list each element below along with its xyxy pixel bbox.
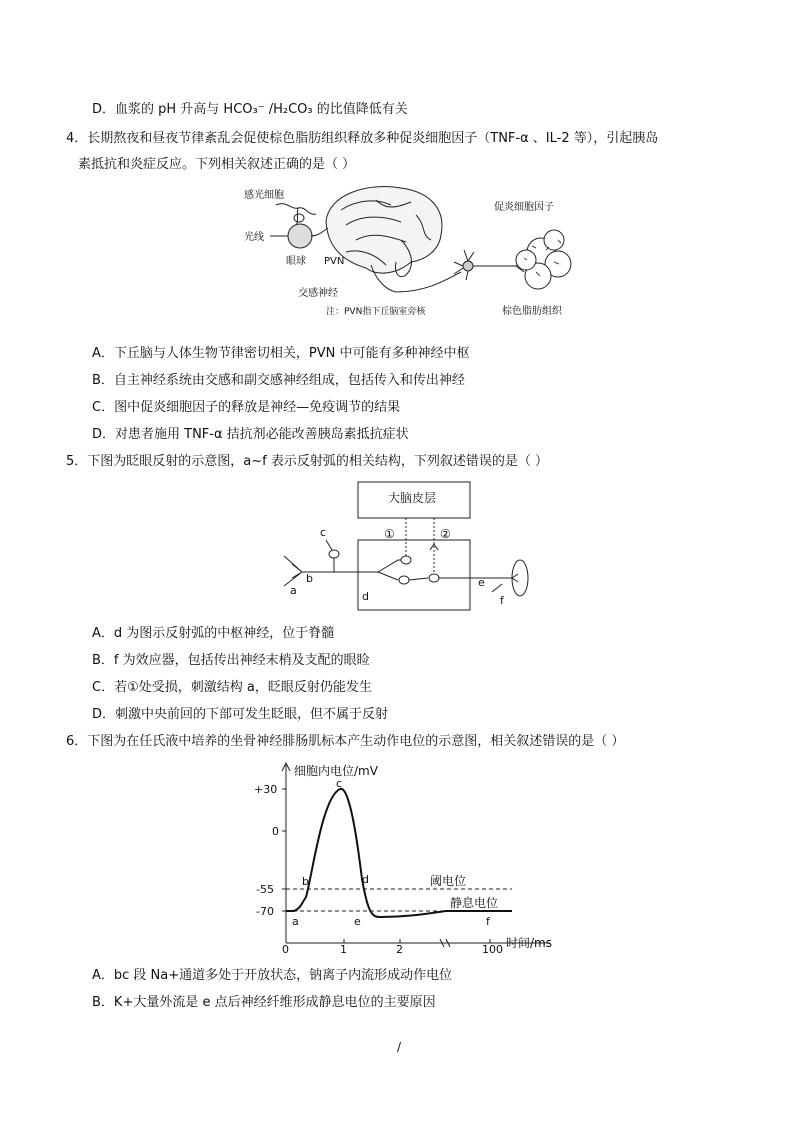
- q4-option-b: B．自主神经系统由交感和副交感神经组成，包括传入和传出神经: [92, 373, 465, 388]
- q6-option-a: A．bc 段 Na+通道多处于开放状态，钠离子内流形成动作电位: [92, 968, 453, 983]
- label-2: ②: [440, 527, 451, 541]
- central-box-d: [358, 540, 470, 610]
- q4-stem-line2: 素抵抗和炎症反应。下列相关叙述正确的是（ ）: [78, 157, 356, 172]
- q3-option-d: D．血浆的 pH 升高与 HCO₃⁻ /H₂CO₃ 的比值降低有关: [92, 102, 408, 117]
- y-tick-70: -70: [256, 905, 274, 918]
- label-d: d: [362, 590, 369, 603]
- cortex-label: 大脑皮层: [388, 491, 437, 505]
- q4-option-d: D．对患者施用 TNF-α 拮抗剂必能改善胰岛素抵抗症状: [92, 427, 409, 442]
- point-b: b: [302, 875, 309, 888]
- cytokine-label: 促炎细胞因子: [494, 202, 554, 213]
- q4-option-c: C．图中促炎细胞因子的释放是神经—免疫调节的结果: [92, 400, 401, 415]
- label-e: e: [478, 576, 485, 589]
- label-1: ①: [384, 527, 395, 541]
- brain-drawing: [311, 187, 461, 292]
- q6-option-b: B．K+大量外流是 e 点后神经纤维形成静息电位的主要原因: [92, 995, 436, 1010]
- point-e: e: [354, 915, 361, 928]
- q5-option-d: D．刺激中央前回的下部可发生眨眼，但不属于反射: [92, 707, 389, 722]
- figure-note: 注：PVN指下丘脑室旁核: [326, 307, 426, 317]
- point-a: a: [292, 915, 299, 928]
- eyeball-drawing: [288, 224, 312, 248]
- brown-fat-drawing: [516, 230, 571, 289]
- q5-option-b: B．f 为效应器，包括传出神经末梢及支配的眼睑: [92, 653, 370, 668]
- point-d: d: [362, 873, 369, 886]
- q6-stem: 6．下图为在任氏液中培养的坐骨神经腓肠肌标本产生动作电位的示意图，相关叙述错误的是（ ）: [66, 734, 625, 749]
- q4-option-a: A．下丘脑与人体生物节律密切相关，PVN 中可能有多种神经中枢: [92, 346, 470, 361]
- q4-stem-line1: 4．长期熬夜和昼夜节律紊乱会促使棕色脂肪组织释放多种促炎细胞因子（TNF-α 、IL-2 等），引起胰岛: [66, 131, 659, 146]
- y-tick-0: 0: [272, 825, 279, 838]
- label-b: b: [306, 572, 313, 585]
- y-axis-label: 细胞内电位/mV: [294, 764, 378, 778]
- sympathetic-label: 交感神经: [298, 288, 338, 299]
- y-tick-30: +30: [254, 783, 278, 796]
- resting-label: 静息电位: [450, 896, 499, 910]
- photoreceptor-label: 感光细胞: [244, 190, 284, 201]
- label-f: f: [500, 594, 504, 607]
- page-number: /: [397, 1040, 402, 1054]
- q5-option-a: A．d 为图示反射弧的中枢神经，位于脊髓: [92, 626, 335, 641]
- brown-fat-label: 棕色脂肪组织: [502, 306, 562, 317]
- q6-action-potential-chart: [250, 757, 590, 957]
- x-tick-2: 2: [396, 943, 403, 956]
- eyeball-label: 眼球: [286, 256, 306, 267]
- x-tick-0: 0: [282, 943, 289, 956]
- point-f: f: [486, 915, 490, 928]
- q4-figure: [236, 180, 586, 325]
- y-tick-55: -55: [256, 883, 274, 896]
- q5-option-c: C．若①处受损，刺激结构 a，眨眼反射仍能发生: [92, 680, 372, 695]
- point-c: c: [336, 777, 343, 790]
- pvn-label: PVN: [324, 256, 345, 267]
- label-c: c: [320, 526, 327, 539]
- x-tick-100: 100: [482, 943, 503, 956]
- threshold-label: 阈电位: [430, 874, 467, 888]
- neuron-drawing: [454, 250, 524, 280]
- light-label: 光线: [244, 232, 264, 243]
- q5-stem: 5．下图为眨眼反射的示意图，a~f 表示反射弧的相关结构，下列叙述错误的是（ ）: [66, 454, 548, 469]
- label-a: a: [290, 584, 297, 597]
- x-tick-1: 1: [340, 943, 347, 956]
- q5-figure: [280, 478, 540, 618]
- x-axis-label: 时间/ms: [506, 936, 552, 950]
